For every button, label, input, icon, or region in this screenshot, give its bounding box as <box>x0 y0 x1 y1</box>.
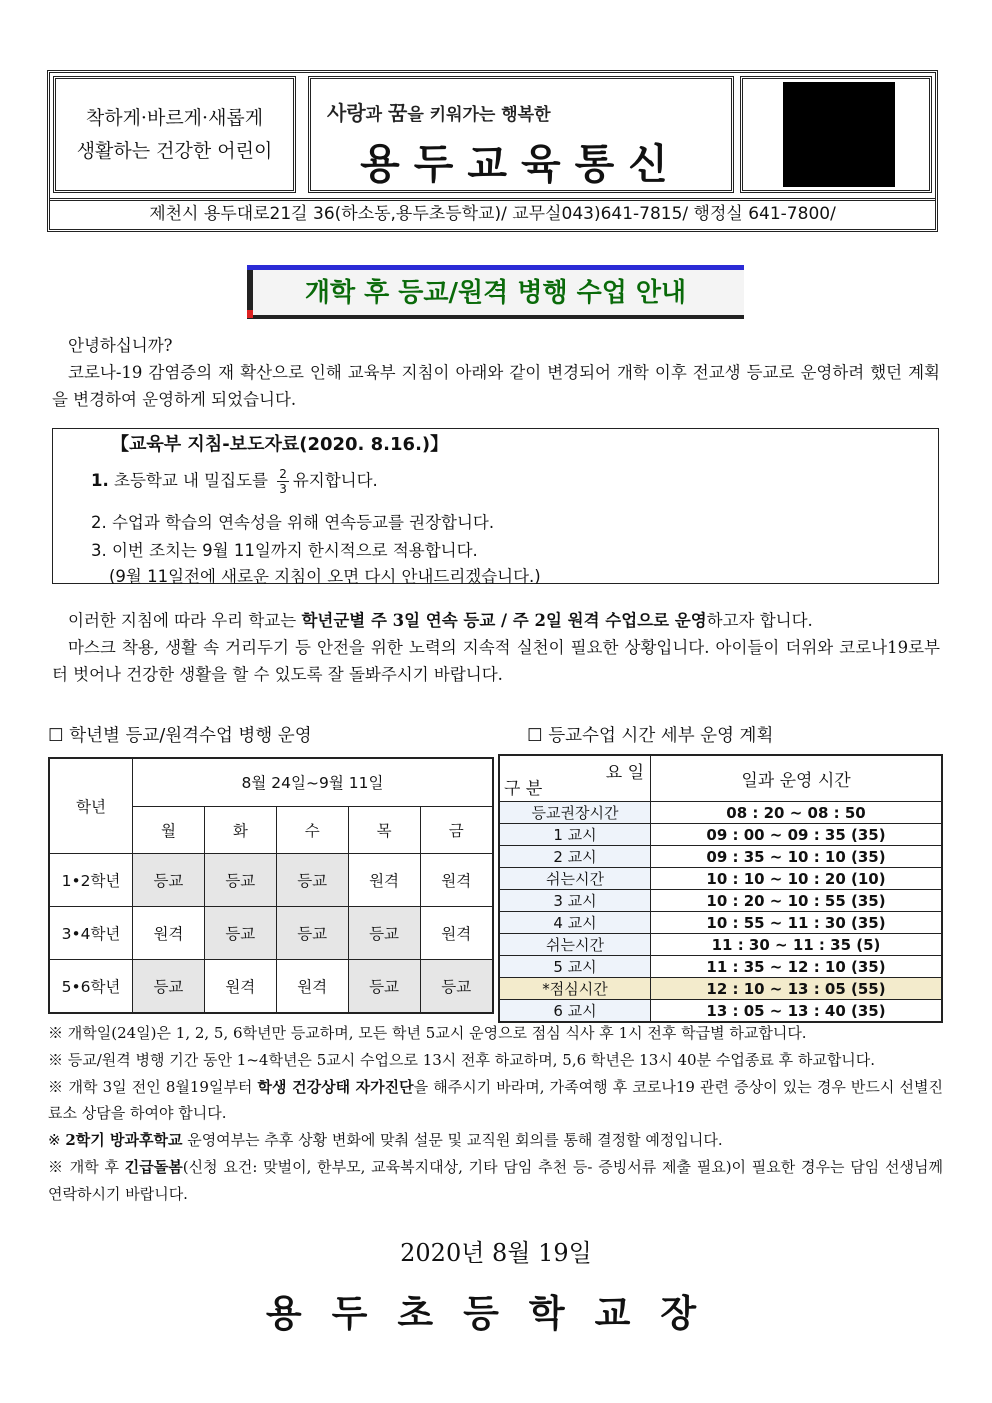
schedule-cell: 원격 <box>133 907 205 960</box>
table-row <box>499 868 942 890</box>
policy-line-1 <box>52 607 940 634</box>
schedule-cell: 등교 <box>420 960 493 1013</box>
guideline-item-3-note: (9월 11일전에 새로운 지침이 오면 다시 안내드리겠습니다.) <box>109 567 541 586</box>
fraction-denominator: 3 <box>279 482 287 496</box>
fraction-numerator: 2 <box>279 467 287 481</box>
page-title <box>247 265 744 319</box>
schedule-cell: 원격 <box>348 853 420 906</box>
note-3 <box>48 1074 943 1128</box>
period-time: 10 : 55 ~ 11 : 30 (35) <box>651 912 943 934</box>
grade-label: 3•4학년 <box>49 907 133 960</box>
item-1-number: 1. <box>91 471 109 490</box>
motto-line-1: 착하게·바르게·새롭게 <box>85 106 264 129</box>
grade-column-header: 학년 <box>49 758 133 853</box>
newsletter-title-box <box>308 76 734 193</box>
schedule-cell: 등교 <box>133 960 205 1013</box>
slogan-rest: 을 키워가는 행복한 <box>407 105 551 125</box>
table-row <box>49 960 493 1013</box>
principal-signature: 용두초등학교장 <box>265 1291 727 1335</box>
period-time: 13 : 05 ~ 13 : 40 (35) <box>651 1000 943 1023</box>
day-fri: 금 <box>420 806 493 853</box>
note-4 <box>48 1127 943 1154</box>
day-mon: 월 <box>133 806 205 853</box>
schedule-cell: 등교 <box>204 853 276 906</box>
grade-label: 5•6학년 <box>49 960 133 1013</box>
period-time: 11 : 35 ~ 12 : 10 (35) <box>651 956 943 978</box>
period-label: 1 교시 <box>499 824 651 846</box>
schedule-cell: 등교 <box>348 960 420 1013</box>
slogan <box>327 97 551 126</box>
schedule-cell: 등교 <box>204 907 276 960</box>
policy-post: 하고자 합니다. <box>706 611 813 630</box>
period-time: 09 : 00 ~ 09 : 35 (35) <box>651 824 943 846</box>
period-time: 11 : 30 ~ 11 : 35 (5) <box>651 934 943 956</box>
item-1-pre: 초등학교 내 밀집도를 <box>114 471 268 490</box>
slogan-dream: 꿈 <box>387 101 408 125</box>
table-row <box>499 890 942 912</box>
newsletter-name: 용두교육통신 <box>360 140 682 188</box>
intro-paragraph <box>52 332 940 413</box>
fraction <box>277 467 289 496</box>
note-4-pre: ※ <box>48 1131 66 1150</box>
policy-paragraph <box>52 607 940 688</box>
period-label: *점심시간 <box>499 978 651 1000</box>
notes <box>48 1020 943 1208</box>
table-row <box>499 802 942 824</box>
policy-pre: 이러한 지침에 따라 우리 학교는 <box>68 611 302 630</box>
period-label: 3 교시 <box>499 890 651 912</box>
day-thu: 목 <box>348 806 420 853</box>
table-row <box>499 824 942 846</box>
guideline-title: 【교육부 지침-보도자료(2020. 8.16.)】 <box>111 434 449 455</box>
item-1-post: 유지합니다. <box>292 471 378 490</box>
note-3-pre: ※ 개학 3일 전인 8월19일부터 <box>48 1077 258 1096</box>
period-label: 등교권장시간 <box>499 802 651 824</box>
schedule-cell: 등교 <box>276 853 348 906</box>
schedule-cell: 원격 <box>420 907 493 960</box>
schedule-cell: 등교 <box>276 907 348 960</box>
page-title-text: 개학 후 등교/원격 병행 수업 안내 <box>304 278 687 308</box>
note-3-post: 을 해주시기 바라며, 가족여행 후 코로나19 관련 증상이 있는 경우 반드시 선별진료소 상담을 하여야 합니다. <box>48 1077 943 1123</box>
period-label: 2 교시 <box>499 846 651 868</box>
period-time: 10 : 10 ~ 10 : 20 (10) <box>651 868 943 890</box>
newsletter-header <box>47 70 938 232</box>
period-time: 10 : 20 ~ 10 : 55 (35) <box>651 890 943 912</box>
table-row <box>499 956 942 978</box>
header-category: 구 분 <box>504 779 543 799</box>
period-label: 5 교시 <box>499 956 651 978</box>
schedule-cell: 원격 <box>420 853 493 906</box>
note-5-pre: ※ 개학 후 <box>48 1157 125 1176</box>
motto-line-2: 생활하는 건강한 어린이 <box>76 139 273 162</box>
schedule-cell: 등교 <box>348 907 420 960</box>
guideline-item-1 <box>91 467 378 496</box>
slogan-and: 과 <box>365 105 388 125</box>
schedule-cell: 원격 <box>204 960 276 1013</box>
slogan-love: 사랑 <box>327 101 366 125</box>
redacted-logo <box>783 82 895 187</box>
table-row <box>499 934 942 956</box>
table-header-row <box>49 758 493 806</box>
day-wed: 수 <box>276 806 348 853</box>
school-motto <box>53 76 296 193</box>
period-time: 08 : 20 ~ 08 : 50 <box>651 802 943 824</box>
guideline-box <box>52 428 939 584</box>
note-5-post: (신청 요건: 맞벌이, 한부모, 교육복지대상, 기타 담임 추천 등- 증빙서류 제출 필요)이 필요한 경우는 담임 선생님께 연락하시기 바랍니다. <box>48 1157 943 1203</box>
day-tue: 화 <box>204 806 276 853</box>
section-time-plan: ☐ 등교수업 시간 세부 운영 계획 <box>527 726 774 746</box>
period-label: 쉬는시간 <box>499 934 651 956</box>
schedule-cell: 등교 <box>133 853 205 906</box>
grade-label: 1•2학년 <box>49 853 133 906</box>
table-row <box>499 846 942 868</box>
period-label: 4 교시 <box>499 912 651 934</box>
school-address: 제천시 용두대로21길 36(하소동,용두초등학교)/ 교무실043)641-7815/ 행정실 641-7800/ <box>149 204 836 224</box>
guideline-item-3: 3. 이번 조치는 9월 11일까지 한시적으로 적용합니다. <box>91 541 478 560</box>
header-time: 일과 운영 시간 <box>651 755 943 802</box>
section-grade-schedule: ☐ 학년별 등교/원격수업 병행 운영 <box>48 726 312 746</box>
grade-schedule-table <box>48 757 494 1014</box>
note-4-bold: 2학기 방과후학교 <box>65 1131 183 1150</box>
table-row-lunch <box>499 978 942 1000</box>
table-row <box>499 1000 942 1023</box>
guideline-item-2: 2. 수업과 학습의 연속성을 위해 연속등교를 권장합니다. <box>91 513 495 532</box>
note-2: ※ 등교/원격 병행 기간 동안 1~4학년은 5교시 수업으로 13시 전후 하교하며, 5,6 학년은 13시 40분 수업종료 후 하교합니다. <box>48 1050 876 1069</box>
period-label: 쉬는시간 <box>499 868 651 890</box>
note-3-bold: 학생 건강상태 자가진단 <box>257 1077 414 1096</box>
schedule-cell: 원격 <box>276 960 348 1013</box>
banner-red-mark <box>247 310 253 318</box>
table-row <box>49 907 493 960</box>
note-5-bold: 긴급돌봄 <box>124 1157 183 1176</box>
period-time: 09 : 35 ~ 10 : 10 (35) <box>651 846 943 868</box>
header-day: 요 일 <box>605 763 644 783</box>
logo-box <box>740 76 932 193</box>
table-row <box>49 853 493 906</box>
note-4-post: 운영여부는 추후 상황 변화에 맞춰 설문 및 교직원 회의를 통해 결정할 예정입니다. <box>182 1131 723 1150</box>
period-header: 8월 24일~9월 11일 <box>133 758 494 806</box>
greeting: 안녕하십니까? <box>68 336 173 355</box>
period-time: 12 : 10 ~ 13 : 05 (55) <box>651 978 943 1000</box>
note-1: ※ 개학일(24일)은 1, 2, 5, 6학년만 등교하며, 모든 학년 5교시 운영으로 점심 식사 후 1시 전후 학급별 하교합니다. <box>48 1024 807 1042</box>
table-row <box>499 912 942 934</box>
note-5 <box>48 1154 943 1208</box>
policy-bold: 학년군별 주 3일 연속 등교 / 주 2일 원격 수업으로 운영 <box>301 611 707 630</box>
corner-header <box>499 755 651 802</box>
time-plan-table <box>498 754 943 1023</box>
document-date: 2020년 8월 19일 <box>400 1239 592 1267</box>
policy-line-2: 마스크 착용, 생활 속 거리두기 등 안전을 위한 노력의 지속적 실천이 필요한 상황입니다. 아이들이 더위와 코로나19로부터 벗어나 건강한 생활을 할 수 있도록 잘 돌봐주시기 바랍니다. <box>52 638 940 684</box>
time-table-header <box>499 755 942 802</box>
period-label: 6 교시 <box>499 1000 651 1023</box>
intro-body: 코로나-19 감염증의 재 확산으로 인해 교육부 지침이 아래와 같이 변경되어 개학 이후 전교생 등교로 운영하려 했던 계획을 변경하여 운영하게 되었습니다. <box>52 363 940 409</box>
header-top-row <box>50 73 935 201</box>
